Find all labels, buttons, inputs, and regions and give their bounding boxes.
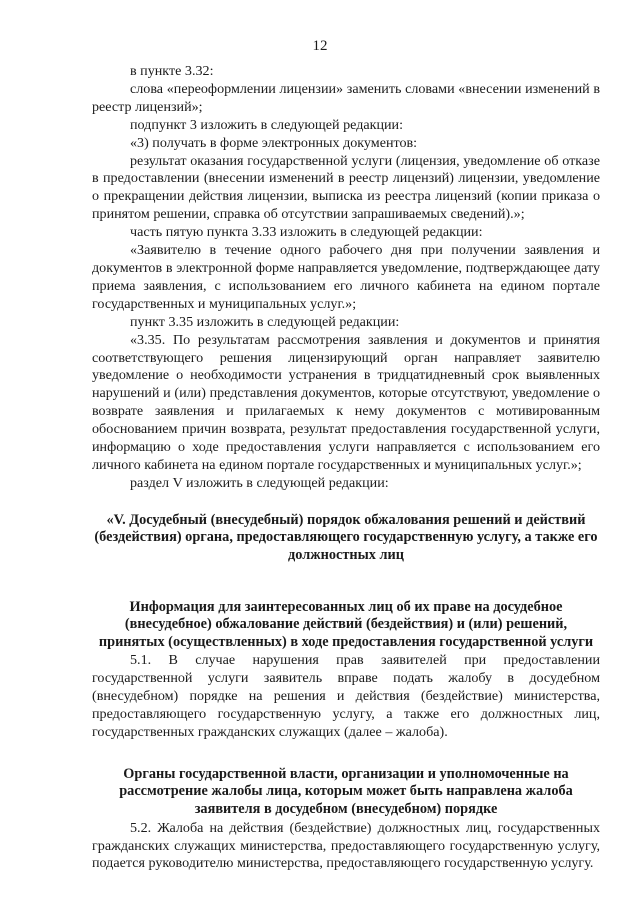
paragraph: «3) получать в форме электронных документов: (130, 134, 418, 151)
paragraph: пункт 3.35 изложить в следующей редакции: (130, 313, 400, 330)
paragraph: в пункте 3.32: (130, 63, 214, 79)
paragraph-5-2: 5.2. Жалоба на действия (бездействие) должностных лиц, государственных гражданских служащих министерства, предоставляющего государственную услугу, подается руководителю министерства, предоставляющего государственную услугу. (92, 819, 600, 872)
paragraph: подпункт 3 изложить в следующей редакции: (130, 116, 404, 133)
paragraph: результат оказания государственной услуги (лицензия, уведомление об отказе в предоставлении (внесении изменений в реестр лицензий) лицензии, уведомление о прекращении действия лицензии, выписка из реестра лицензий (копии приказа о принятом решении, справка об отсутствии запрашиваемых сведений).»; (92, 152, 600, 223)
paragraph: часть пятую пункта 3.33 изложить в следующей редакции: (130, 224, 483, 241)
section-heading: «V. Досудебный (внесудебный) порядок обжалования решений и действий (бездействия) органа, предоставляющего государственную услугу, а также его должностных лиц (94, 511, 598, 563)
paragraph: «Заявителю в течение одного рабочего дня при получении заявления и документов в электронной форме направляется уведомление, подтверждающее дату приема заявления, с использованием его личного кабинета на едином портале государственных и муниципальных услуг.»; (92, 242, 600, 312)
subsection-heading-organs: Органы государственной власти, организации и уполномоченные на рассмотрение жалобы лица, которым может быть направлена жалоба заявителя в досудебном (внесудебном) порядке (119, 765, 573, 818)
page-content (92, 63, 600, 873)
page-number: 12 (312, 38, 328, 54)
paragraph-5-1: 5.1. В случае нарушения прав заявителей при предоставлении государственной услуги заявитель вправе подать жалобу в досудебном (внесудебном) порядке на решения и действия (бездействие) министерства, предоставляющего государственную услугу, а также его должностных лиц, государственных гражданских служащих (далее – жалоба). (92, 652, 600, 740)
subsection-heading-info: Информация для заинтересованных лиц об их праве на досудебное (внесудебное) обжалование действий (бездействия) и (или) решений, принятых (осуществленных) в ходе предоставления государственной услуги (98, 598, 594, 650)
paragraph: раздел V изложить в следующей редакции: (130, 474, 389, 491)
paragraph: «3.35. По результатам рассмотрения заявления и документов и принятия соответствующего решения лицензирующий орган направляет заявителю уведомление о необходимости устранения в тридцатидневный срок выявленных нарушений и (или) представления документов, которые отсутствуют, уведомление о возврате заявления и прилагаемых к нему документов с мотивированным обоснованием причин возврата, результат предоставления государственной услуги, информацию о ходе предоставления услуги направляется с использованием его личного кабинета на едином портале государственных и муниципальных услуг.»; (92, 331, 600, 473)
paragraph: слова «переоформлении лицензии» заменить словами «внесении изменений в реестр лицензий»; (92, 80, 600, 115)
